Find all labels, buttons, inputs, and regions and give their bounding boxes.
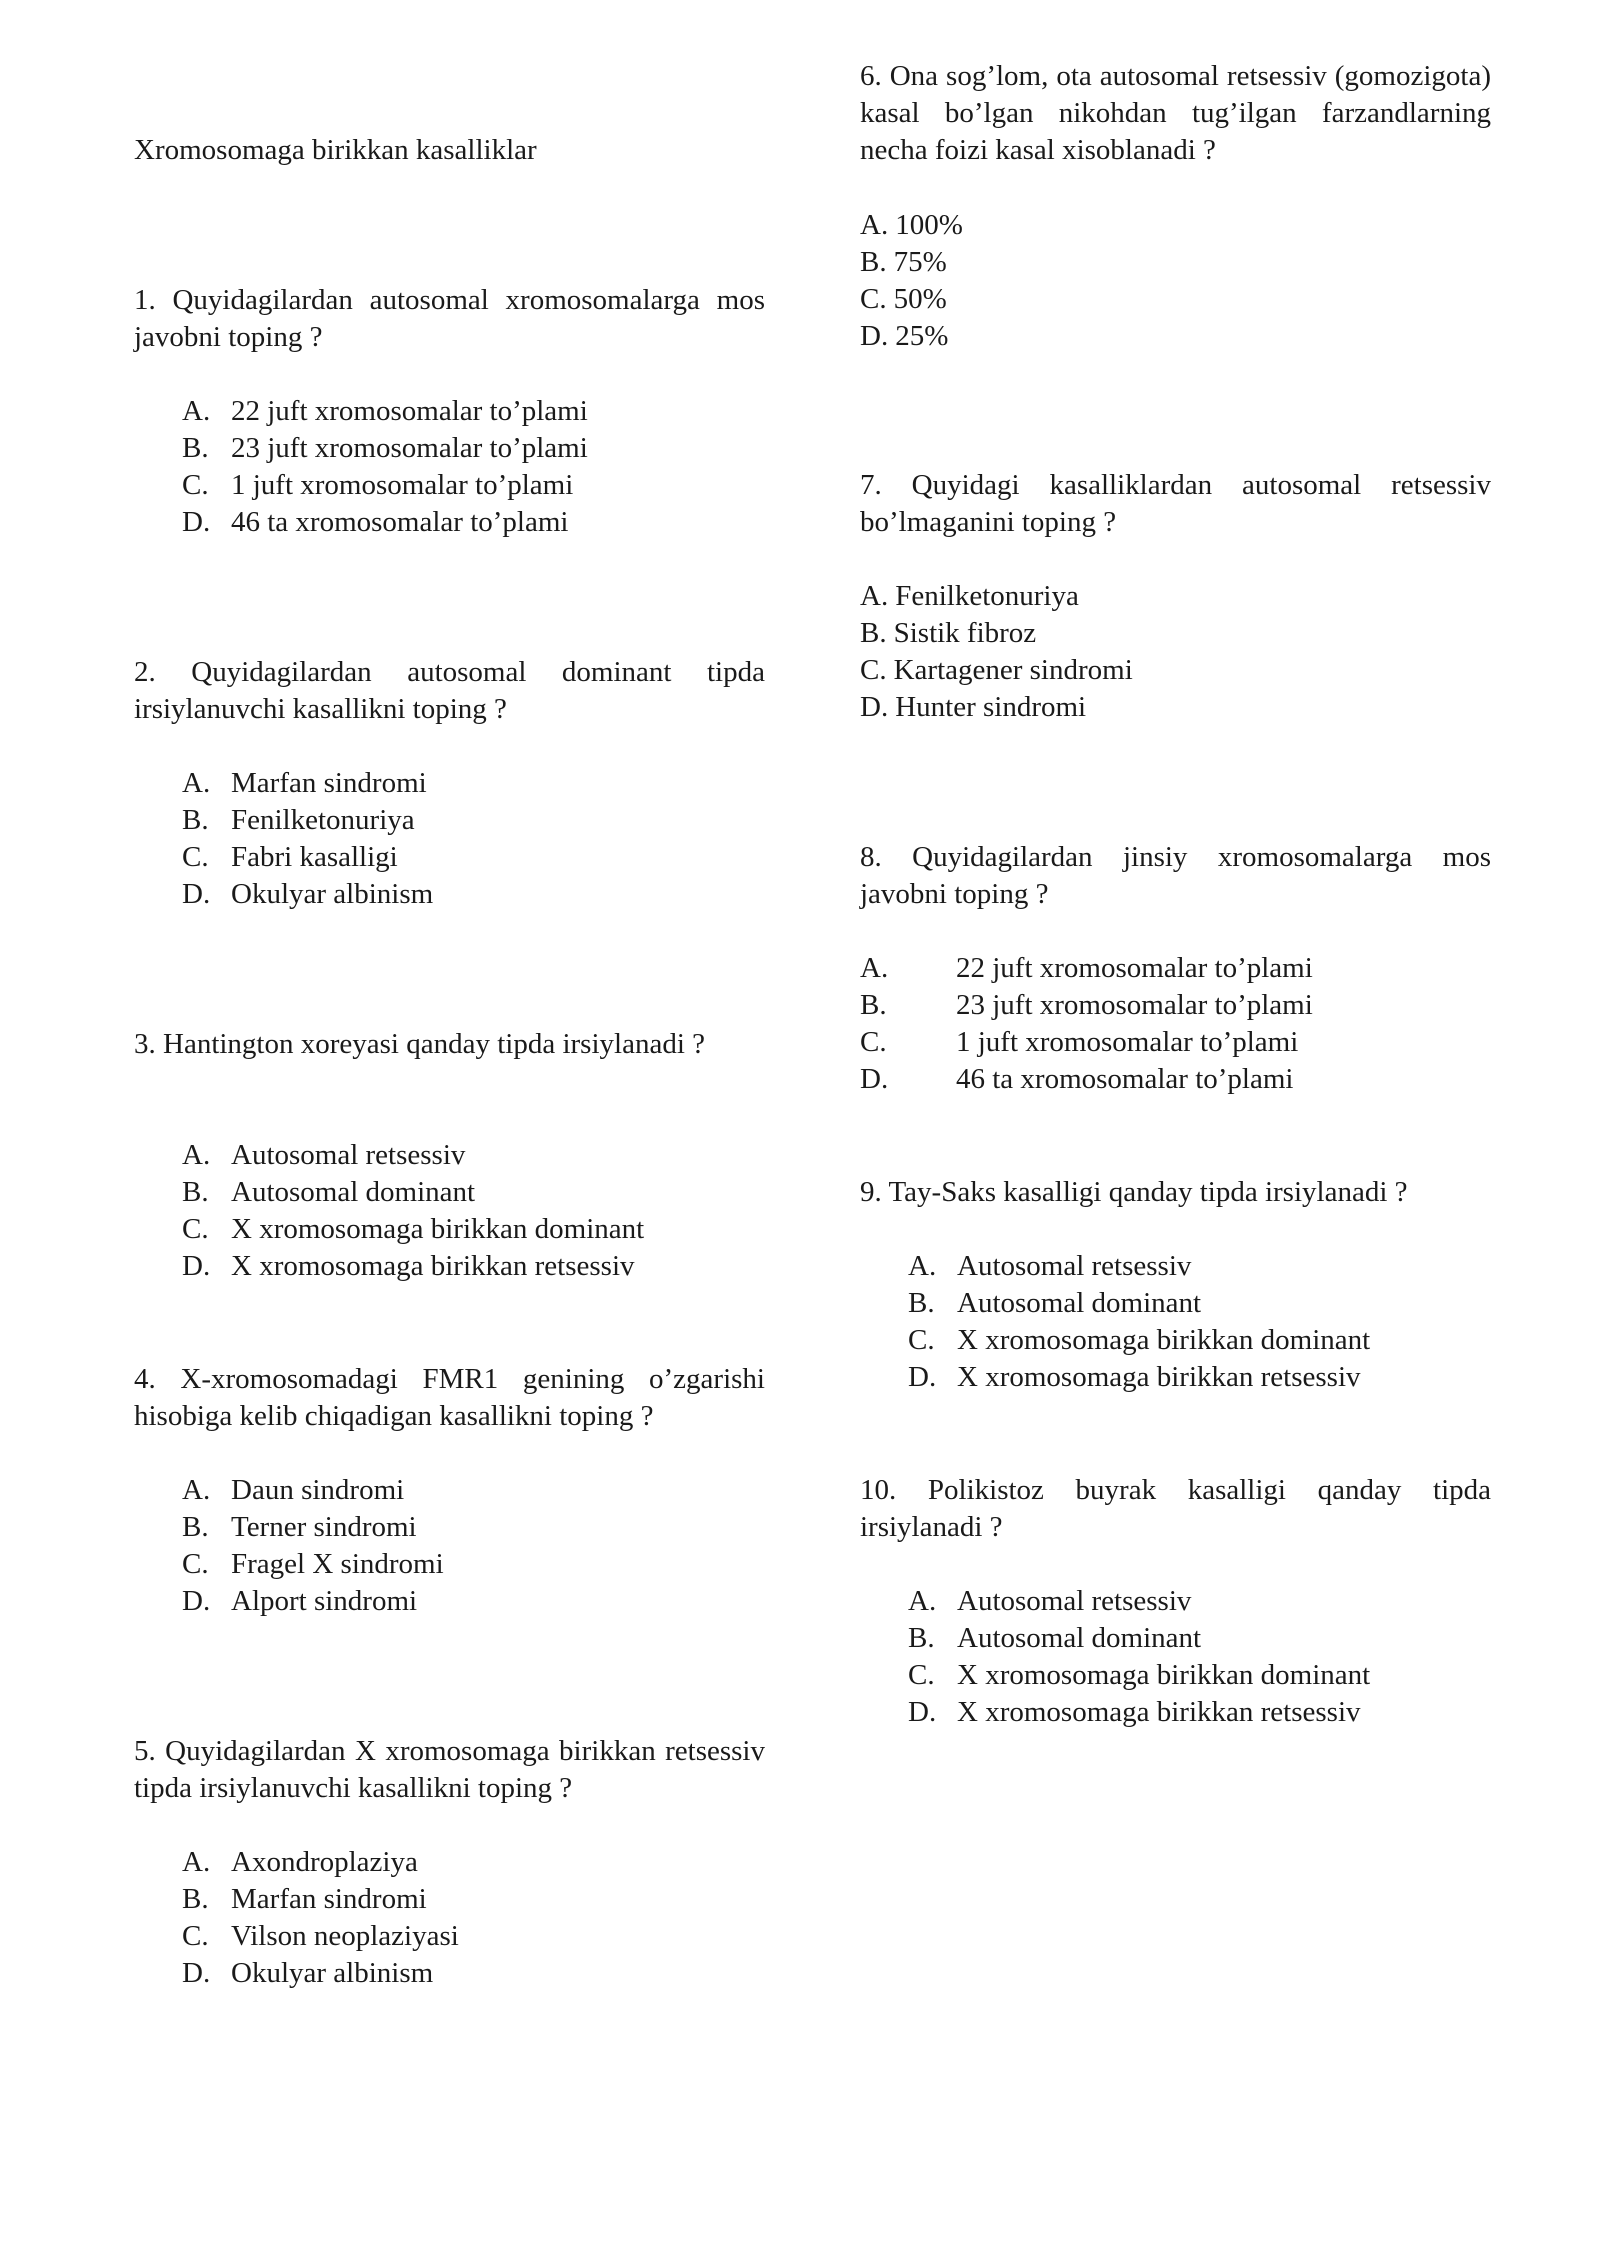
question-4-text: 4. X-xromosomadagi FMR1 genining o’zgarishi hisobiga kelib chiqadigan kasallikni toping ? <box>134 1363 765 1432</box>
option-5d[interactable]: D. Okulyar albinism <box>182 1957 434 1989</box>
option-9b[interactable]: B. Autosomal dominant <box>908 1287 1202 1319</box>
option-7a[interactable]: A. Fenilketonuriya <box>860 580 1079 612</box>
option-1d[interactable]: D. 46 ta xromosomalar to’plami <box>182 506 569 538</box>
option-3c[interactable]: C. X xromosomaga birikkan dominant <box>182 1213 645 1245</box>
option-4a[interactable]: A. Daun sindromi <box>182 1474 405 1506</box>
option-5b[interactable]: B. Marfan sindromi <box>182 1883 427 1915</box>
question-10-options <box>860 1583 1539 1731</box>
question-9-text: 9. Tay-Saks kasalligi qanday tipda irsiylanadi ? <box>860 1176 1408 1208</box>
option-9d[interactable]: D. X xromosomaga birikkan retsessiv <box>908 1361 1361 1393</box>
document-title: Xromosomaga birikkan kasalliklar <box>134 134 537 166</box>
question-1-text: 1. Quyidagilardan autosomal xromosomalarga mos javobni toping ? <box>134 284 765 353</box>
option-6c[interactable]: C. 50% <box>860 283 947 315</box>
question-3-options <box>134 1137 813 1285</box>
option-6b[interactable]: B. 75% <box>860 246 947 278</box>
question-3-text: 3. Hantington xoreyasi qanday tipda irsiylanadi ? <box>134 1028 705 1060</box>
option-5a[interactable]: A. Axondroplaziya <box>182 1846 418 1878</box>
option-7d[interactable]: D. Hunter sindromi <box>860 691 1087 723</box>
question-6-text: 6. Ona sog’lom, ota autosomal retsessiv (gomozigota) kasal bo’lgan nikohdan tug’ilgan farzandlarning necha foizi kasal xisoblanadi ? <box>860 60 1491 166</box>
option-6d[interactable]: D. 25% <box>860 320 949 352</box>
question-10 <box>860 1472 1491 1546</box>
option-2b[interactable]: B. Fenilketonuriya <box>182 804 415 836</box>
option-10b[interactable]: B. Autosomal dominant <box>908 1622 1202 1654</box>
option-4c[interactable]: C. Fragel X sindromi <box>182 1548 444 1580</box>
option-8c[interactable]: C. 1 juft xromosomalar to’plami <box>860 1026 1299 1058</box>
option-9a[interactable]: A. Autosomal retsessiv <box>908 1250 1192 1282</box>
question-7 <box>860 467 1491 541</box>
option-1b[interactable]: B. 23 juft xromosomalar to’plami <box>182 432 588 464</box>
question-5-options <box>134 1844 813 1992</box>
option-1a[interactable]: A. 22 juft xromosomalar to’plami <box>182 395 588 427</box>
question-7-options <box>860 578 1491 726</box>
option-9c[interactable]: C. X xromosomaga birikkan dominant <box>908 1324 1371 1356</box>
question-4 <box>134 1361 765 1435</box>
option-3a[interactable]: A. Autosomal retsessiv <box>182 1139 466 1171</box>
option-10a[interactable]: A. Autosomal retsessiv <box>908 1585 1192 1617</box>
question-3 <box>134 1026 765 1063</box>
option-8d[interactable]: D. 46 ta xromosomalar to’plami <box>860 1063 1294 1095</box>
option-1c[interactable]: C. 1 juft xromosomalar to’plami <box>182 469 574 501</box>
option-10d[interactable]: D. X xromosomaga birikkan retsessiv <box>908 1696 1361 1728</box>
question-8-text: 8. Quyidagilardan jinsiy xromosomalarga mos javobni toping ? <box>860 841 1491 910</box>
question-5 <box>134 1733 765 1807</box>
question-7-text: 7. Quyidagi kasalliklardan autosomal retsessiv bo’lmaganini toping ? <box>860 469 1491 538</box>
option-2d[interactable]: D. Okulyar albinism <box>182 878 434 910</box>
option-4d[interactable]: D. Alport sindromi <box>182 1585 418 1617</box>
option-3d[interactable]: D. X xromosomaga birikkan retsessiv <box>182 1250 635 1282</box>
question-8-options <box>860 950 1491 1098</box>
option-7c[interactable]: C. Kartagener sindromi <box>860 654 1133 686</box>
question-2 <box>134 654 765 728</box>
question-1-options <box>134 393 813 541</box>
question-2-options <box>134 765 813 913</box>
question-2-text: 2. Quyidagilardan autosomal dominant tipda irsiylanuvchi kasallikni toping ? <box>134 656 765 725</box>
question-6 <box>860 58 1491 169</box>
option-6a[interactable]: A. 100% <box>860 209 963 241</box>
option-3b[interactable]: B. Autosomal dominant <box>182 1176 476 1208</box>
option-2c[interactable]: C. Fabri kasalligi <box>182 841 398 873</box>
question-4-options <box>134 1472 813 1620</box>
question-9 <box>860 1174 1491 1211</box>
question-8 <box>860 839 1491 913</box>
option-8b[interactable]: B. 23 juft xromosomalar to’plami <box>860 989 1313 1021</box>
option-8a[interactable]: A. 22 juft xromosomalar to’plami <box>860 952 1313 984</box>
question-5-text: 5. Quyidagilardan X xromosomaga birikkan retsessiv tipda irsiylanuvchi kasallikni toping ? <box>134 1735 765 1804</box>
option-10c[interactable]: C. X xromosomaga birikkan dominant <box>908 1659 1371 1691</box>
question-9-options <box>860 1248 1539 1396</box>
question-6-options <box>860 207 1491 355</box>
option-5c[interactable]: C. Vilson neoplaziyasi <box>182 1920 459 1952</box>
option-7b[interactable]: B. Sistik fibroz <box>860 617 1037 649</box>
question-1 <box>134 282 765 356</box>
option-4b[interactable]: B. Terner sindromi <box>182 1511 417 1543</box>
question-10-text: 10. Polikistoz buyrak kasalligi qanday tipda irsiylanadi ? <box>860 1474 1491 1543</box>
option-2a[interactable]: A. Marfan sindromi <box>182 767 427 799</box>
